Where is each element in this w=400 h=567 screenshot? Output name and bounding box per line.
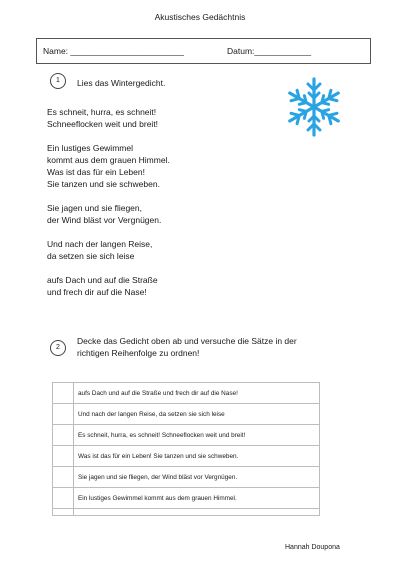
poem-line: Und nach der langen Reise,: [47, 239, 153, 249]
poem-stanza-2: [47, 142, 170, 190]
poem-line: Sie jagen und sie fliegen,: [47, 203, 142, 213]
sentence-cell: [74, 509, 320, 516]
sentence-cell: Und nach der langen Reise, da setzen sie sich leise: [74, 404, 320, 425]
poem-stanza-3: [47, 202, 170, 226]
sentence-order-table: [52, 382, 320, 516]
order-number-cell[interactable]: [53, 446, 74, 467]
task-2-number: 2: [50, 340, 66, 356]
table-row: [53, 446, 320, 467]
poem-line: Es schneit, hurra, es schneit!: [47, 107, 157, 117]
table-row: [53, 404, 320, 425]
sentence-cell: aufs Dach und auf die Straße und frech dir auf die Nase!: [74, 383, 320, 404]
table-row: [53, 383, 320, 404]
name-field[interactable]: Name: ________________________: [43, 46, 184, 56]
sentence-cell: Es schneit, hurra, es schneit! Schneeflocken weit und breit!: [74, 425, 320, 446]
order-number-cell[interactable]: [53, 509, 74, 516]
poem-line: Schneeflocken weit und breit!: [47, 119, 159, 129]
sentence-cell: Ein lustiges Gewimmel kommt aus dem grauen Himmel.: [74, 488, 320, 509]
sentence-cell: Sie jagen und sie fliegen, der Wind bläst vor Vergnügen.: [74, 467, 320, 488]
table-row: [53, 488, 320, 509]
table-row: [53, 425, 320, 446]
order-number-cell[interactable]: [53, 425, 74, 446]
task-2-instruction: [77, 335, 297, 359]
task-1-number: 1: [50, 73, 66, 89]
poem-stanza-5: [47, 274, 170, 298]
poem-line: da setzen sie sich leise: [47, 251, 135, 261]
snowflake-icon: [284, 72, 344, 142]
author-name: Hannah Doupona: [285, 544, 340, 551]
order-number-cell[interactable]: [53, 488, 74, 509]
order-number-cell[interactable]: [53, 467, 74, 488]
name-date-box: [36, 38, 371, 64]
sentence-cell: Was ist das für ein Leben! Sie tanzen und sie schweben.: [74, 446, 320, 467]
poem-line: Ein lustiges Gewimmel: [47, 143, 133, 153]
poem-line: Sie tanzen und sie schweben.: [47, 179, 160, 189]
task-2-instruction-line: richtigen Reihenfolge zu ordnen!: [77, 348, 200, 358]
poem-line: Was ist das für ein Leben!: [47, 167, 145, 177]
task-2-instruction-line: Decke das Gedicht oben ab und versuche die Sätze in der: [77, 336, 297, 346]
poem: [47, 106, 170, 298]
order-number-cell[interactable]: [53, 383, 74, 404]
poem-stanza-1: [47, 106, 170, 130]
poem-line: der Wind bläst vor Vergnügen.: [47, 215, 162, 225]
poem-line: kommt aus dem grauen Himmel.: [47, 155, 170, 165]
page-title: Akustisches Gedächtnis: [154, 12, 246, 22]
poem-line: aufs Dach und auf die Straße: [47, 275, 158, 285]
task-1-instruction: Lies das Wintergedicht.: [77, 78, 166, 88]
table-row: [53, 509, 320, 516]
table-row: [53, 467, 320, 488]
date-field[interactable]: Datum:____________: [227, 46, 312, 56]
poem-stanza-4: [47, 238, 170, 262]
order-number-cell[interactable]: [53, 404, 74, 425]
poem-line: und frech dir auf die Nase!: [47, 287, 147, 297]
